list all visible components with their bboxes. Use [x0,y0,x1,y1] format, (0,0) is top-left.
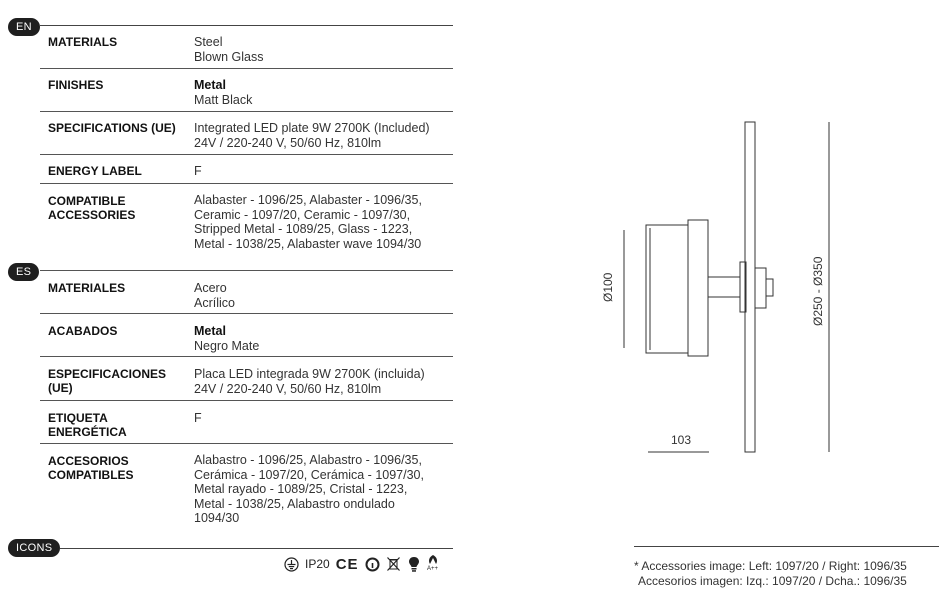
ip20-icon: IP20 [305,557,330,571]
row-label: ACABADOS [48,324,118,338]
table-row [40,271,453,314]
table-row [40,112,453,155]
row-value [194,193,452,251]
value-line: Alabastro - 1096/25, Alabastro - 1096/35, [194,453,422,467]
value-line: F [194,164,202,178]
row-value [194,324,452,353]
lamp-outline [646,122,773,452]
certification-icons [284,555,439,573]
row-label: MATERIALS [48,35,118,49]
row-label: ENERGY LABEL [48,164,142,178]
weee-bin-icon [386,555,401,573]
section-tag-es: ES [8,263,39,281]
value-line: Ceramic - 1097/20, Ceramic - 1097/30, [194,207,411,222]
row-label: ACCESORIOS COMPATIBLES [48,454,134,482]
value-line: Placa LED integrada 9W 2700K (incluida) [194,367,425,381]
technical-drawing [590,110,850,460]
row-value [194,367,452,396]
table-row [40,314,453,357]
table-row [40,357,453,401]
value-line: 24V / 220-240 V, 50/60 Hz, 810lm [194,135,382,150]
specs-table-es [40,271,453,536]
value-line: 1094/30 [194,511,240,525]
value-line: 24V / 220-240 V, 50/60 Hz, 810lm [194,381,382,396]
row-value [194,411,452,426]
energy-class-label: A++ [427,566,439,572]
row-value [194,78,452,107]
icons-divider [60,548,453,549]
table-row [40,444,453,536]
row-label: MATERIALES [48,281,126,295]
ce-mark-icon: CE [335,555,359,573]
value-line-strong: Metal [194,78,226,92]
value-line: Blown Glass [194,49,264,64]
row-value [194,35,452,64]
row-label: ESPECIFICACIONES (UE) [48,367,167,395]
specs-table-en [40,26,453,271]
value-line: Acrílico [194,295,235,310]
value-line: Metal rayado - 1089/25, Cristal - 1223, [194,482,408,496]
accessories-note [634,559,939,588]
value-line: Integrated LED plate 9W 2700K (Included) [194,121,430,135]
dim-label-depth: 103 [671,433,692,447]
value-line: F [194,411,202,425]
value-line: Steel [194,35,223,49]
table-row [40,26,453,69]
energy-a-plus-plus-icon [427,555,439,573]
value-line: Metal - 1038/25, Alabastro ondulado [194,496,395,511]
row-label: ETIQUETA ENERGÉTICA [48,411,127,439]
table-row [40,184,453,271]
row-label: COMPATIBLE ACCESSORIES [48,194,136,222]
row-label: FINISHES [48,78,104,92]
value-line: Matt Black [194,92,253,107]
table-row [40,401,453,444]
recycle-icon [365,555,380,573]
row-value [194,453,452,526]
table-row [40,155,453,184]
value-line: Cerámica - 1097/20, Cerámica - 1097/30, [194,467,424,482]
section-tag-icons: ICONS [8,539,60,557]
value-line: Metal - 1038/25, Alabaster wave 1094/30 [194,236,422,251]
earth-ground-icon [284,555,299,573]
value-line: Negro Mate [194,338,260,353]
note-line-en: * Accessories image: Left: 1097/20 / Right: 1096/35 [634,559,907,573]
value-line-strong: Metal [194,324,226,338]
value-line: Stripped Metal - 1089/25, Glass - 1223, [194,222,413,236]
row-value [194,121,452,150]
dim-label-diameter: Ø100 [601,272,615,302]
row-value [194,281,452,310]
notes-divider [634,546,939,547]
dim-label-size-range: Ø250 - Ø350 [811,256,825,326]
row-value [194,164,452,179]
section-tag-en: EN [8,18,40,36]
value-line: Alabaster - 1096/25, Alabaster - 1096/35, [194,193,422,207]
led-bulb-icon [407,555,421,573]
note-line-es: Accesorios imagen: Izq.: 1097/20 / Dcha.: 1096/35 [638,573,907,588]
row-label: SPECIFICATIONS (UE) [48,121,176,135]
table-row [40,69,453,112]
value-line: Acero [194,281,227,295]
